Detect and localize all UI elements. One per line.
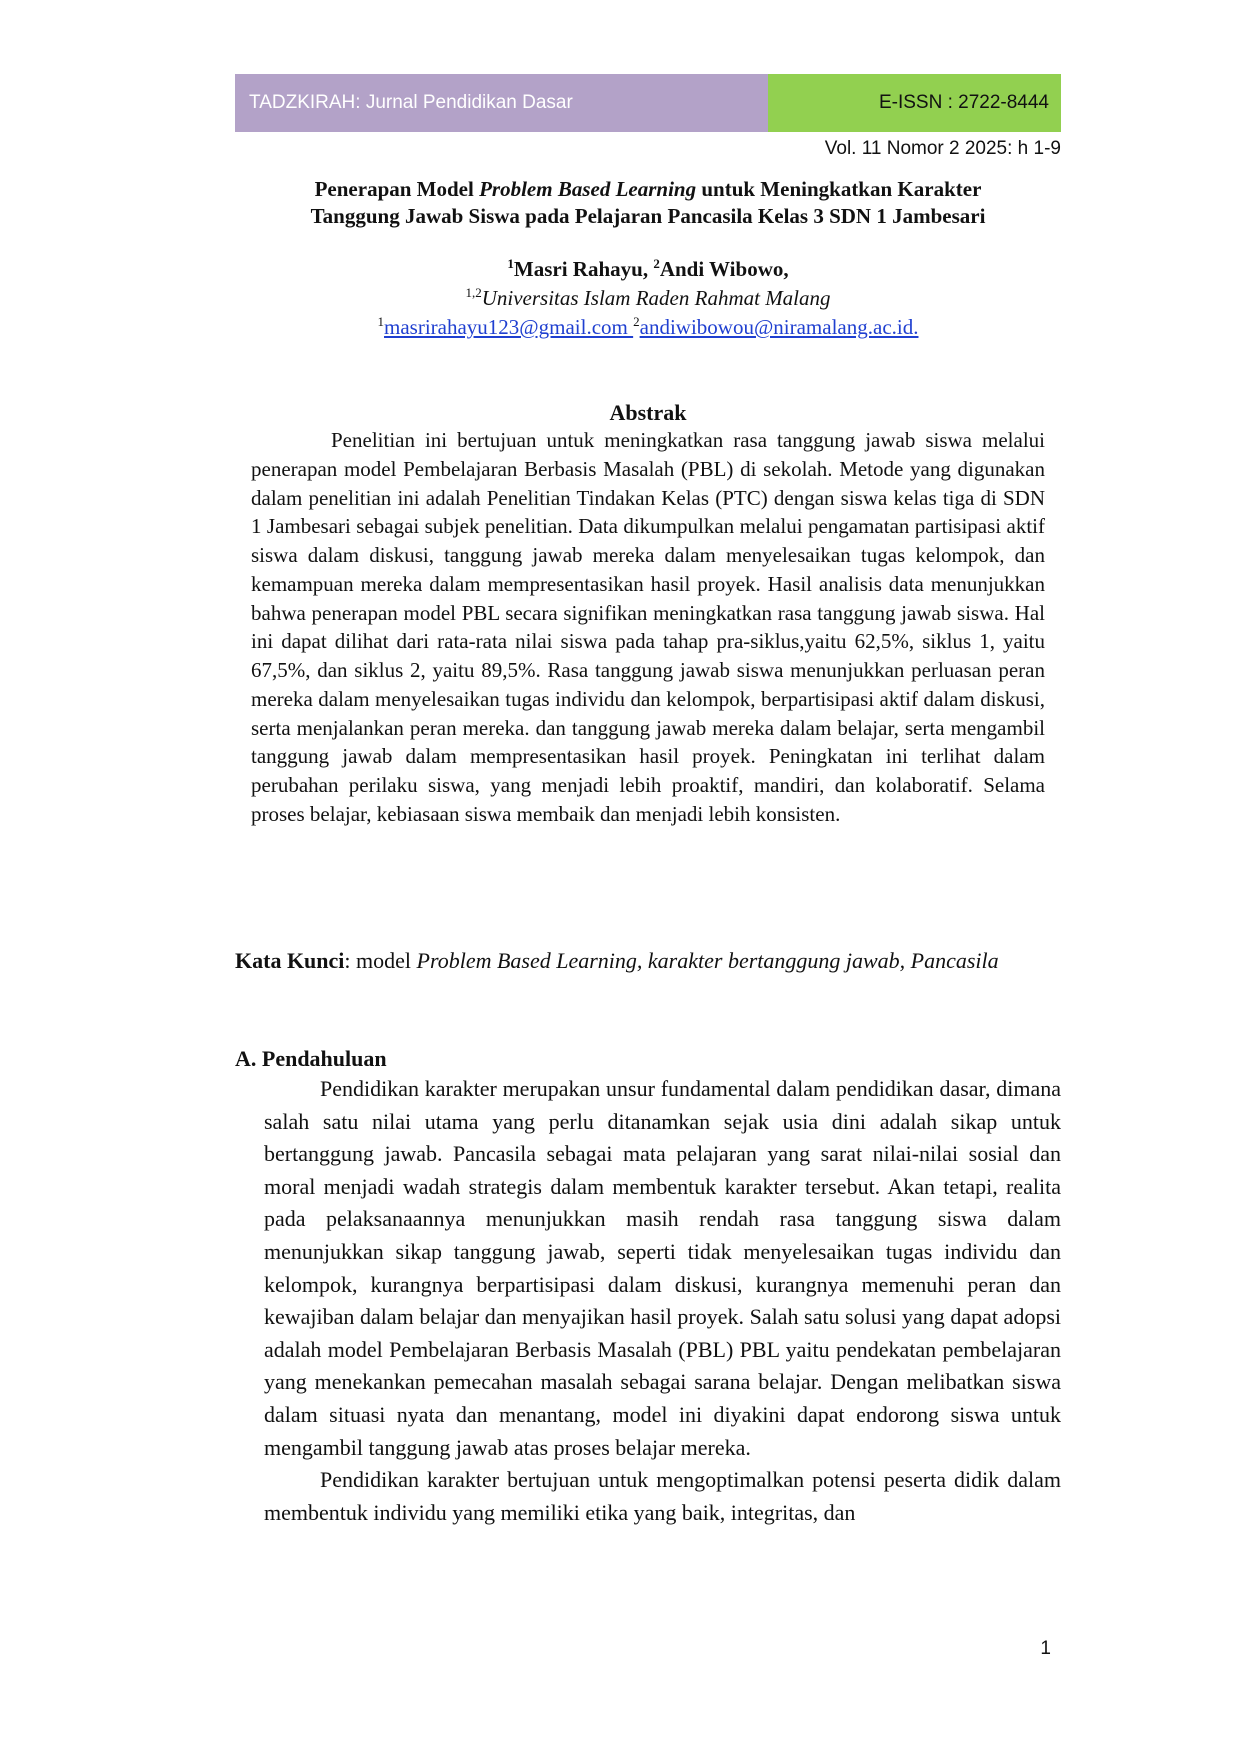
author-2: Andi Wibowo,: [659, 257, 789, 281]
journal-name: TADZKIRAH: Jurnal Pendidikan Dasar: [249, 92, 573, 113]
section-body: [264, 1073, 1061, 1529]
keywords-list: Problem Based Learning, karakter bertanggung jawab, Pancasila: [416, 948, 999, 973]
title-line-2: Tanggung Jawab Siswa pada Pelajaran Pancasila Kelas 3 SDN 1 Jambesari: [310, 204, 986, 228]
journal-header: [235, 74, 1061, 132]
abstract-paragraph: Penelitian ini bertujuan untuk meningkatkan rasa tanggung jawab siswa melalui penerapan model Pembelajaran Berbasis Masalah (PBL) di sekolah. Metode yang digunakan dalam penelitian ini adalah Penelitian Tindakan Kelas (PTC) dengan siswa kelas tiga di SDN 1 Jambesari sebagai subjek penelitian. Data dikumpulkan melalui pengamatan partisipasi aktif siswa dalam diskusi, tanggung jawab mereka dalam menyelesaikan tugas kelompok, dan kemampuan mereka dalam mempresentasikan hasil proyek. Hasil analisis data menunjukkan bahwa penerapan model PBL secara signifikan meningkatkan rasa tanggung jawab siswa. Hal ini dapat dilihat dari rata-rata nilai siswa pada tahap pra-siklus,yaitu 62,5%, siklus 1, yaitu 67,5%, dan siklus 2, yaitu 89,5%. Rasa tanggung jawab siswa menunjukkan perluasan peran mereka dalam menyelesaikan tugas individu dan kelompok, berpartisipasi aktif dalam diskusi, serta menjalankan peran mereka. dan tanggung jawab mereka dalam belajar, serta mengambil tanggung jawab dalam mempresentasikan hasil proyek. Peningkatan ini terlihat dalam perubahan perilaku siswa, yang menjadi lebih proaktif, mandiri, dan kolaboratif. Selama proses belajar, kebiasaan siswa membaik dan menjadi lebih konsisten.: [251, 428, 1045, 826]
author-1: Masri Rahayu,: [513, 257, 654, 281]
issn-band: [768, 74, 1061, 132]
author-list: $^1$Masri Rahayu, $^2$Andi Wibowo,: [507, 256, 789, 281]
title-line-1: Penerapan Model Problem Based Learning untuk Meningkatkan Karakter: [314, 177, 982, 201]
section-heading: A. Pendahuluan: [235, 1046, 387, 1071]
affiliation: $^{1,2}$Universitas Islam Raden Rahmat Malang: [465, 285, 831, 310]
author-emails: $^1$masrirahayu123@gmail.com $^2$andiwibowou@niramalang.ac.id.: [377, 314, 919, 339]
page-number: 1: [1040, 1638, 1051, 1659]
paper-title: [235, 176, 1061, 230]
abstract-heading: Abstrak: [609, 400, 687, 425]
journal-name-band: [235, 74, 768, 132]
volume-info: Vol. 11 Nomor 2 2025: h 1-9: [824, 138, 1061, 159]
keywords: Kata Kunci: model Problem Based Learning, karakter bertanggung jawab, Pancasila: [235, 948, 999, 973]
title-italic: Problem Based Learning: [479, 177, 697, 201]
body-paragraph: Pendidikan karakter merupakan unsur fundamental dalam pendidikan dasar, dimana salah satu nilai utama yang perlu ditanamkan sejak usia dini adalah sikap untuk bertanggung jawab. Pancasila sebagai mata pelajaran yang sarat nilai-nilai sosial dan moral menjadi wadah strategis dalam membentuk karakter tersebut. Akan tetapi, realita pada pelaksanaannya menunjukkan masih rendah rasa tanggung siswa dalam menunjukkan sikap tanggung jawab, seperti tidak menyelesaikan tugas individu dan kelompok, kurangnya berpartisipasi dalam diskusi, kurangnya memenuhi peran dan kewajiban dalam belajar dan menyajikan hasil proyek. Salah satu solusi yang dapat adopsi adalah model Pembelajaran Berbasis Masalah (PBL) PBL yaitu pendekatan pembelajaran yang menekankan pemecahan masalah sebagai sarana belajar. Dengan melibatkan siswa dalam situasi nyata dan menantang, model ini diyakini dapat endorong siswa untuk mengambil tanggung jawab atas proses belajar mereka.: [264, 1076, 1061, 1460]
body-paragraph: Pendidikan karakter bertujuan untuk mengoptimalkan potensi peserta didik dalam membentuk individu yang memiliki etika yang baik, integritas, dan: [264, 1467, 1061, 1525]
email-link-1[interactable]: masrirahayu123@gmail.com: [384, 315, 634, 339]
keywords-label: Kata Kunci: [235, 948, 345, 973]
issn: E-ISSN : 2722-8444: [878, 92, 1049, 113]
abstract-body: [251, 426, 1045, 829]
email-link-2[interactable]: andiwibowou@niramalang.ac.id.: [639, 315, 919, 339]
